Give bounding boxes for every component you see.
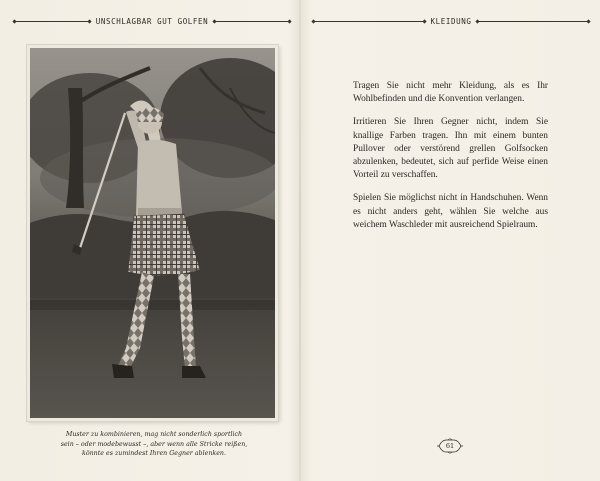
running-head-right-title: KLEIDUNG bbox=[430, 16, 472, 26]
page-number-text: 61 bbox=[445, 442, 455, 450]
running-head-rule bbox=[477, 21, 589, 22]
running-head-rule bbox=[313, 21, 425, 22]
photo-caption bbox=[30, 430, 278, 459]
paragraph: Tragen Sie nicht mehr Kleidung, als es Ihr Wohlbefinden und die Konvention verlangen. bbox=[353, 81, 548, 105]
running-head-rule bbox=[14, 21, 90, 22]
caption-line: Muster zu kombinieren, mag nicht sonderlich sportlich bbox=[65, 431, 243, 438]
caption-line: könnte es zumindest Ihren Gegner ablenken. bbox=[82, 450, 226, 458]
running-head-right bbox=[313, 14, 589, 28]
body-text bbox=[353, 80, 548, 242]
running-head-left-title: UNSCHLAGBAR GUT GOLFEN bbox=[95, 16, 209, 26]
page-number bbox=[436, 437, 464, 455]
vintage-golfer-photo-icon bbox=[30, 48, 275, 418]
photo-frame bbox=[27, 45, 278, 421]
running-head-rule bbox=[214, 21, 290, 22]
page-gutter bbox=[299, 0, 301, 481]
paragraph: Spielen Sie möglichst nicht in Handschuhen. Wenn es nicht anders geht, wählen Sie welche aus weichem Waschleder mit ausreichend Spielraum. bbox=[353, 193, 548, 230]
running-head-left bbox=[14, 14, 290, 28]
caption-line: sein – oder modebewusst –, aber wenn alle Stricke reißen, bbox=[60, 440, 248, 448]
paragraph: Irritieren Sie Ihren Gegner nicht, indem Sie knallige Farben tragen. Ihn mit einem bunten Pullover oder verstörend grellen Golfsocken abzulenken, bedeutet, sich auf perfide Weise einen Vorteil zu verschaffen. bbox=[353, 117, 548, 181]
